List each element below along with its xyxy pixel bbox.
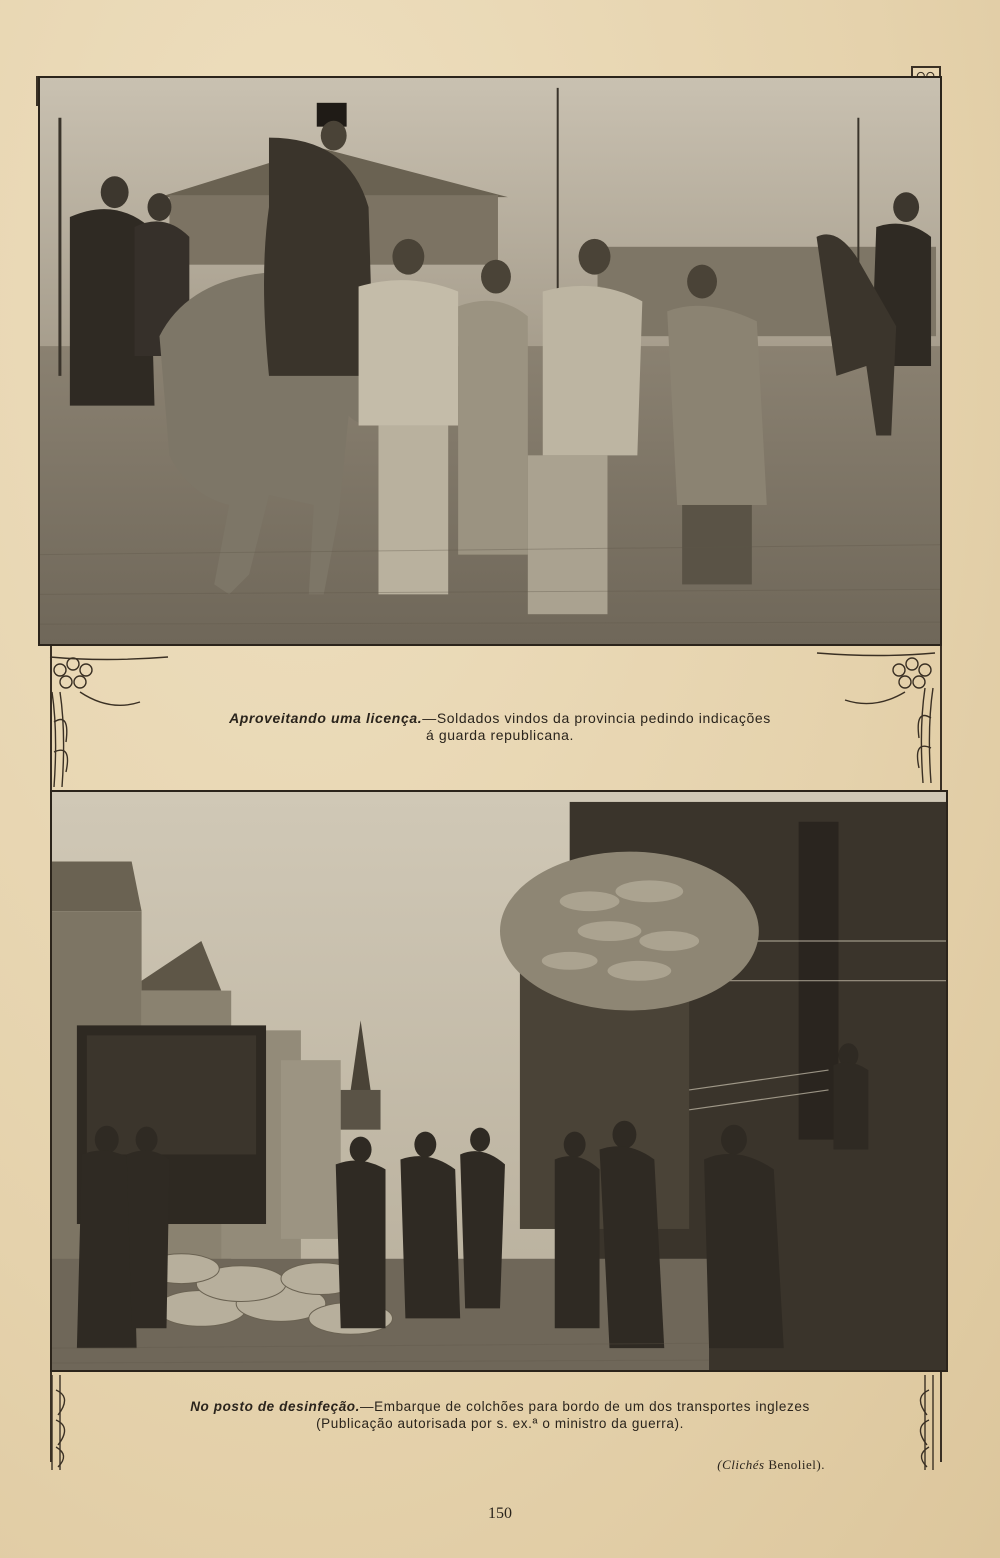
- caption-top-lead: Aproveitando uma licença.: [229, 710, 423, 726]
- photo-disinfection-post: [50, 790, 948, 1372]
- caption-top-line1: —Soldados vindos da provincia pedindo indicações: [422, 710, 771, 726]
- leaf-ornament-bottom-left: [40, 1375, 80, 1470]
- caption-top: [150, 710, 850, 744]
- caption-bottom-line1: —Embarque de colchões para bordo de um dos transportes inglezes: [360, 1399, 810, 1414]
- photo-soldiers-and-guard: [38, 76, 942, 646]
- page-number: 150: [488, 1505, 512, 1522]
- caption-bottom-lead: No posto de desinfeção.: [190, 1399, 361, 1414]
- caption-bottom: [120, 1398, 880, 1432]
- photo-credit-italic: (Clichés: [717, 1457, 765, 1472]
- caption-top-line2: á guarda republicana.: [425, 727, 575, 743]
- photo-credit: [717, 1457, 825, 1473]
- leaf-ornament-bottom-right: [905, 1375, 945, 1470]
- photo-credit-name: Benoliel).: [764, 1457, 825, 1472]
- caption-bottom-line2: (Publicação autorisada por s. ex.ª o ministro da guerra).: [316, 1416, 684, 1431]
